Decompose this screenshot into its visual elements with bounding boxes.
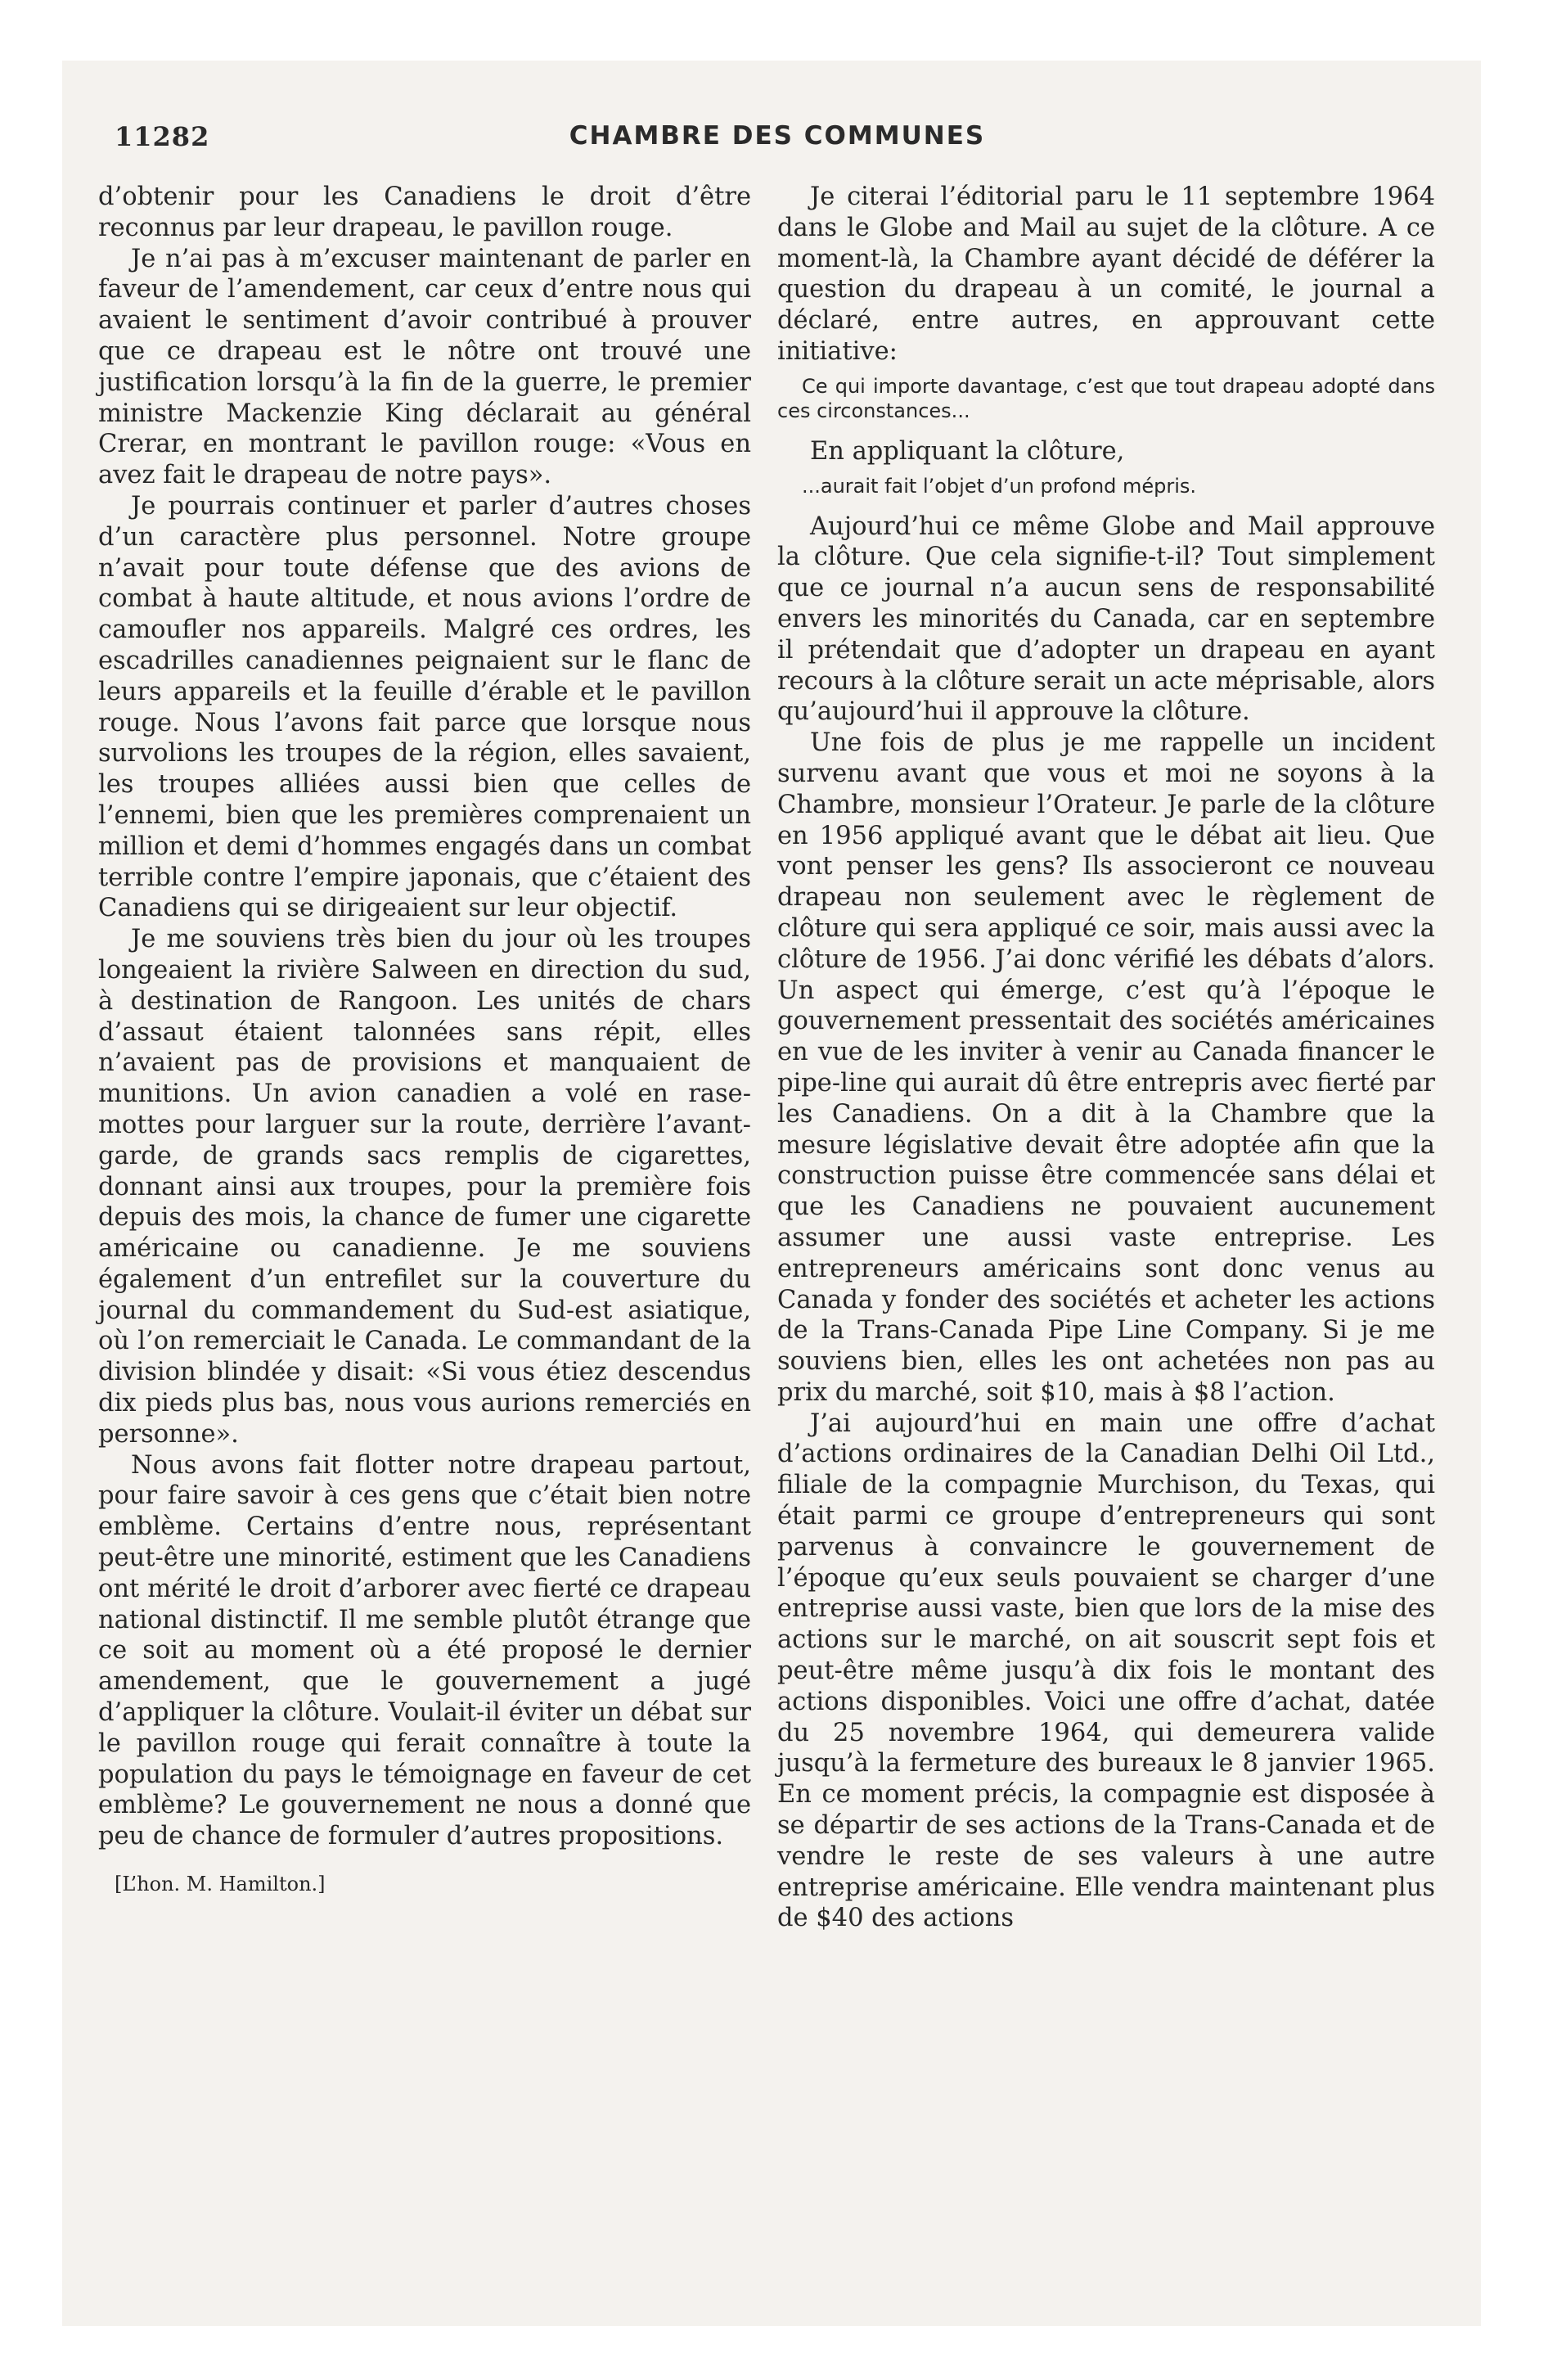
paragraph: J’ai aujourd’hui en main une offre d’achat d’actions ordinaires de la Canadian Delhi Oil Ltd., filiale de la compagnie Murchison, du Texas, qui était parmi ce groupe d’entrepreneurs qui sont parvenus à convaincre le gouvernement de l’époque qu’eux seuls pouvaient se charger d’une entreprise aussi vaste, bien que lors de la mise des actions sur le marché, on ait souscrit sept fois et peut-être même jusqu’à dix fois le montant des actions disponibles. Voici une offre d’achat, datée du 25 novembre 1964, qui demeurera valide jusqu’à la fermeture des bureaux le 8 janvier 1965. En ce moment précis, la compagnie est disposée à se départir de ses actions de la Trans-Canada et de vendre le reste de ses valeurs à une autre entreprise américaine. Elle vendra maintenant plus de $40 des actions (777, 1409, 1435, 1933)
page-number: 11282 (115, 121, 210, 152)
paragraph: Je citerai l’éditorial paru le 11 septembre 1964 dans le Globe and Mail au sujet de la clôture. A ce moment-là, la Chambre ayant décidé de déférer la question du drapeau à un comité, le journal a déclaré, entre autres, en approuvant cette initiative: (777, 183, 1435, 366)
speaker-signature: [L’hon. M. Hamilton.] (115, 1873, 326, 1896)
running-head: CHAMBRE DES COMMUNES (569, 121, 986, 151)
left-column (98, 182, 751, 1896)
block-quote: Ce qui importe davantage, c’est que tout drapeau adopté dans ces circonstances... (777, 374, 1435, 422)
paragraph: En appliquant la clôture, (810, 436, 1125, 466)
right-column (777, 182, 1435, 1934)
paragraph: d’obtenir pour les Canadiens le droit d’être reconnus par leur drapeau, le pavillon rouge. (98, 183, 751, 242)
paragraph: Aujourd’hui ce même Globe and Mail approuve la clôture. Que cela signifie-t-il? Tout simplement que ce journal n’a aucun sens de responsabilité envers les minorités du Canada, car en septembre il prétendait que d’adopter un drapeau en ayant recours à la clôture serait un acte méprisable, alors qu’aujourd’hui il approuve la clôture. (777, 512, 1435, 727)
block-quote: ...aurait fait l’objet d’un profond mépris. (802, 474, 1197, 498)
paragraph: Une fois de plus je me rappelle un incident survenu avant que vous et moi ne soyons à la Chambre, monsieur l’Orateur. Je parle de la clôture en 1956 appliqué avant que le débat ait lieu. Que vont penser les gens? Ils associeront ce nouveau drapeau non seulement avec le règlement de clôture qui sera appliqué ce soir, mais aussi avec la clôture de 1956. J’ai donc vérifié les débats d’alors. Un aspect qui émerge, c’est qu’à l’époque le gouvernement pressentait des sociétés américaines en vue de les inviter à venir au Canada financer le pipe-line qui aurait dû être entrepris avec fierté par les Canadiens. On a dit à la Chambre que la mesure législative devait être adoptée afin que la construction puisse être commencée sans délai et que les Canadiens ne pouvaient aucunement assumer une aussi vaste entreprise. Les entrepreneurs américains sont donc venus au Canada y fonder des sociétés et acheter les actions de la Trans-Canada Pipe Line Company. Si je me souviens bien, elles les ont achetées non pas au prix du marché, soit $10, mais à $8 l’action. (777, 728, 1435, 1407)
paragraph: Je pourrais continuer et parler d’autres choses d’un caractère plus personnel. Notre groupe n’avait pour toute défense que des avions de combat à haute altitude, et nous avions l’ordre de camoufler nos appareils. Malgré ces ordres, les escadrilles canadiennes peignaient sur le flanc de leurs appareils et la feuille d’érable et le pavillon rouge. Nous l’avons fait parce que lorsque nous survolions les troupes de la région, elles savaient, les troupes alliées aussi bien que celles de l’ennemi, bien que les premières comprenaient un million et demi d’hommes engagés dans un combat terrible contre l’empire japonais, que c’étaient des Canadiens qui se dirigeaient sur leur objectif. (98, 491, 751, 923)
paragraph: Nous avons fait flotter notre drapeau partout, pour faire savoir à ces gens que c’était bien notre emblème. Certains d’entre nous, représentant peut-être une minorité, estiment que les Canadiens ont mérité le droit d’arborer avec fierté ce drapeau national distinctif. Il me semble plutôt étrange que ce soit au moment où a été proposé le dernier amendement, que le gouvernement a jugé d’appliquer la clôture. Voulait-il éviter un débat sur le pavillon rouge qui ferait connaître à toute la population du pays le témoignage en faveur de cet emblème? Le gouvernement ne nous a donné que peu de chance de formuler d’autres propositions. (98, 1450, 751, 1851)
paragraph: Je me souviens très bien du jour où les troupes longeaient la rivière Salween en direction du sud, à destination de Rangoon. Les unités de chars d’assaut étaient talonnées sans répit, elles n’avaient pas de provisions et manquaient de munitions. Un avion canadien a volé en rase-mottes pour larguer sur la route, derrière l’avant-garde, de grands sacs remplis de cigarettes, donnant ainsi aux troupes, pour la première fois depuis des mois, la chance de fumer une cigarette américaine ou canadienne. Je me souviens également d’un entrefilet sur la couverture du journal du commandement du Sud-est asiatique, où l’on remerciait le Canada. Le commandant de la division blindée y disait: «Si vous étiez descendus dix pieds plus bas, nous vous aurions remerciés en personne». (98, 925, 751, 1449)
paragraph: Je n’ai pas à m’excuser maintenant de parler en faveur de l’amendement, car ceux d’entre nous qui avaient le sentiment d’avoir contribué à prouver que ce drapeau est le nôtre ont trouvé une justification lorsqu’à la fin de la guerre, le premier ministre Mackenzie King déclarait au général Crerar, en montrant le pavillon rouge: «Vous en avez fait le drapeau de notre pays». (98, 244, 751, 490)
